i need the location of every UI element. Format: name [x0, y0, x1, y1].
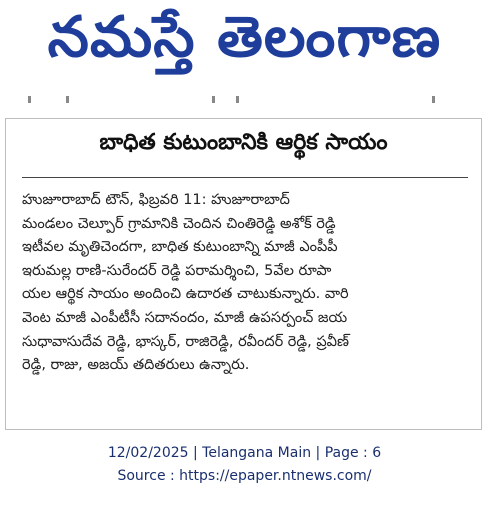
article-line: వెంట మాజీ ఎంపీటీసీ సదానందం, మాజీ ఉపసర్పంచ్ జయ: [22, 309, 348, 326]
article-line: రెడ్డి, రాజు, అజయ్ తదితరులు ఉన్నారు.: [22, 357, 250, 374]
publication-info: 12/02/2025 | Telangana Main | Page : 6: [107, 445, 382, 461]
article-line: యల ఆర్థిక సాయం అందించి ఉదారత చాటుకున్నారు. వారి: [22, 286, 349, 303]
article-line: హుజూరాబాద్ టౌన్, ఫిబ్రవరి 11: హుజూరాబాద్: [22, 192, 290, 208]
source-link[interactable]: Source : https://epaper.ntnews.com/: [117, 468, 372, 484]
cropped-text-strip: [0, 96, 489, 104]
article-body: [22, 189, 468, 378]
article-headline: బాధిత కుటుంబానికి ఆర్థిక సాయం: [99, 130, 388, 155]
article-line: ఇరుమల్ల రాణి-సురేందర్ రెడ్డి పరామర్శించి, 5వేల రూపా: [22, 262, 332, 279]
newspaper-logo: నమస్తే తెలంగాణ: [47, 4, 442, 70]
masthead: [0, 0, 489, 88]
article-line: ఇటీవల మృతిచెందగా, బాధిత కుటుంబాన్ని మాజీ ఎంపీపీ: [22, 239, 338, 256]
article-line: సుధావాసుదేవ రెడ్డి, భాస్కర్, రాజిరెడ్డి, రవీందర్ రెడ్డి, ప్రవీణ్: [22, 333, 349, 350]
article-line: మండలం చెల్పూర్ గ్రామానికి చెందిన చింతిరెడ్డి అశోక్ రెడ్డి: [22, 215, 336, 232]
headline-divider: [22, 177, 468, 178]
